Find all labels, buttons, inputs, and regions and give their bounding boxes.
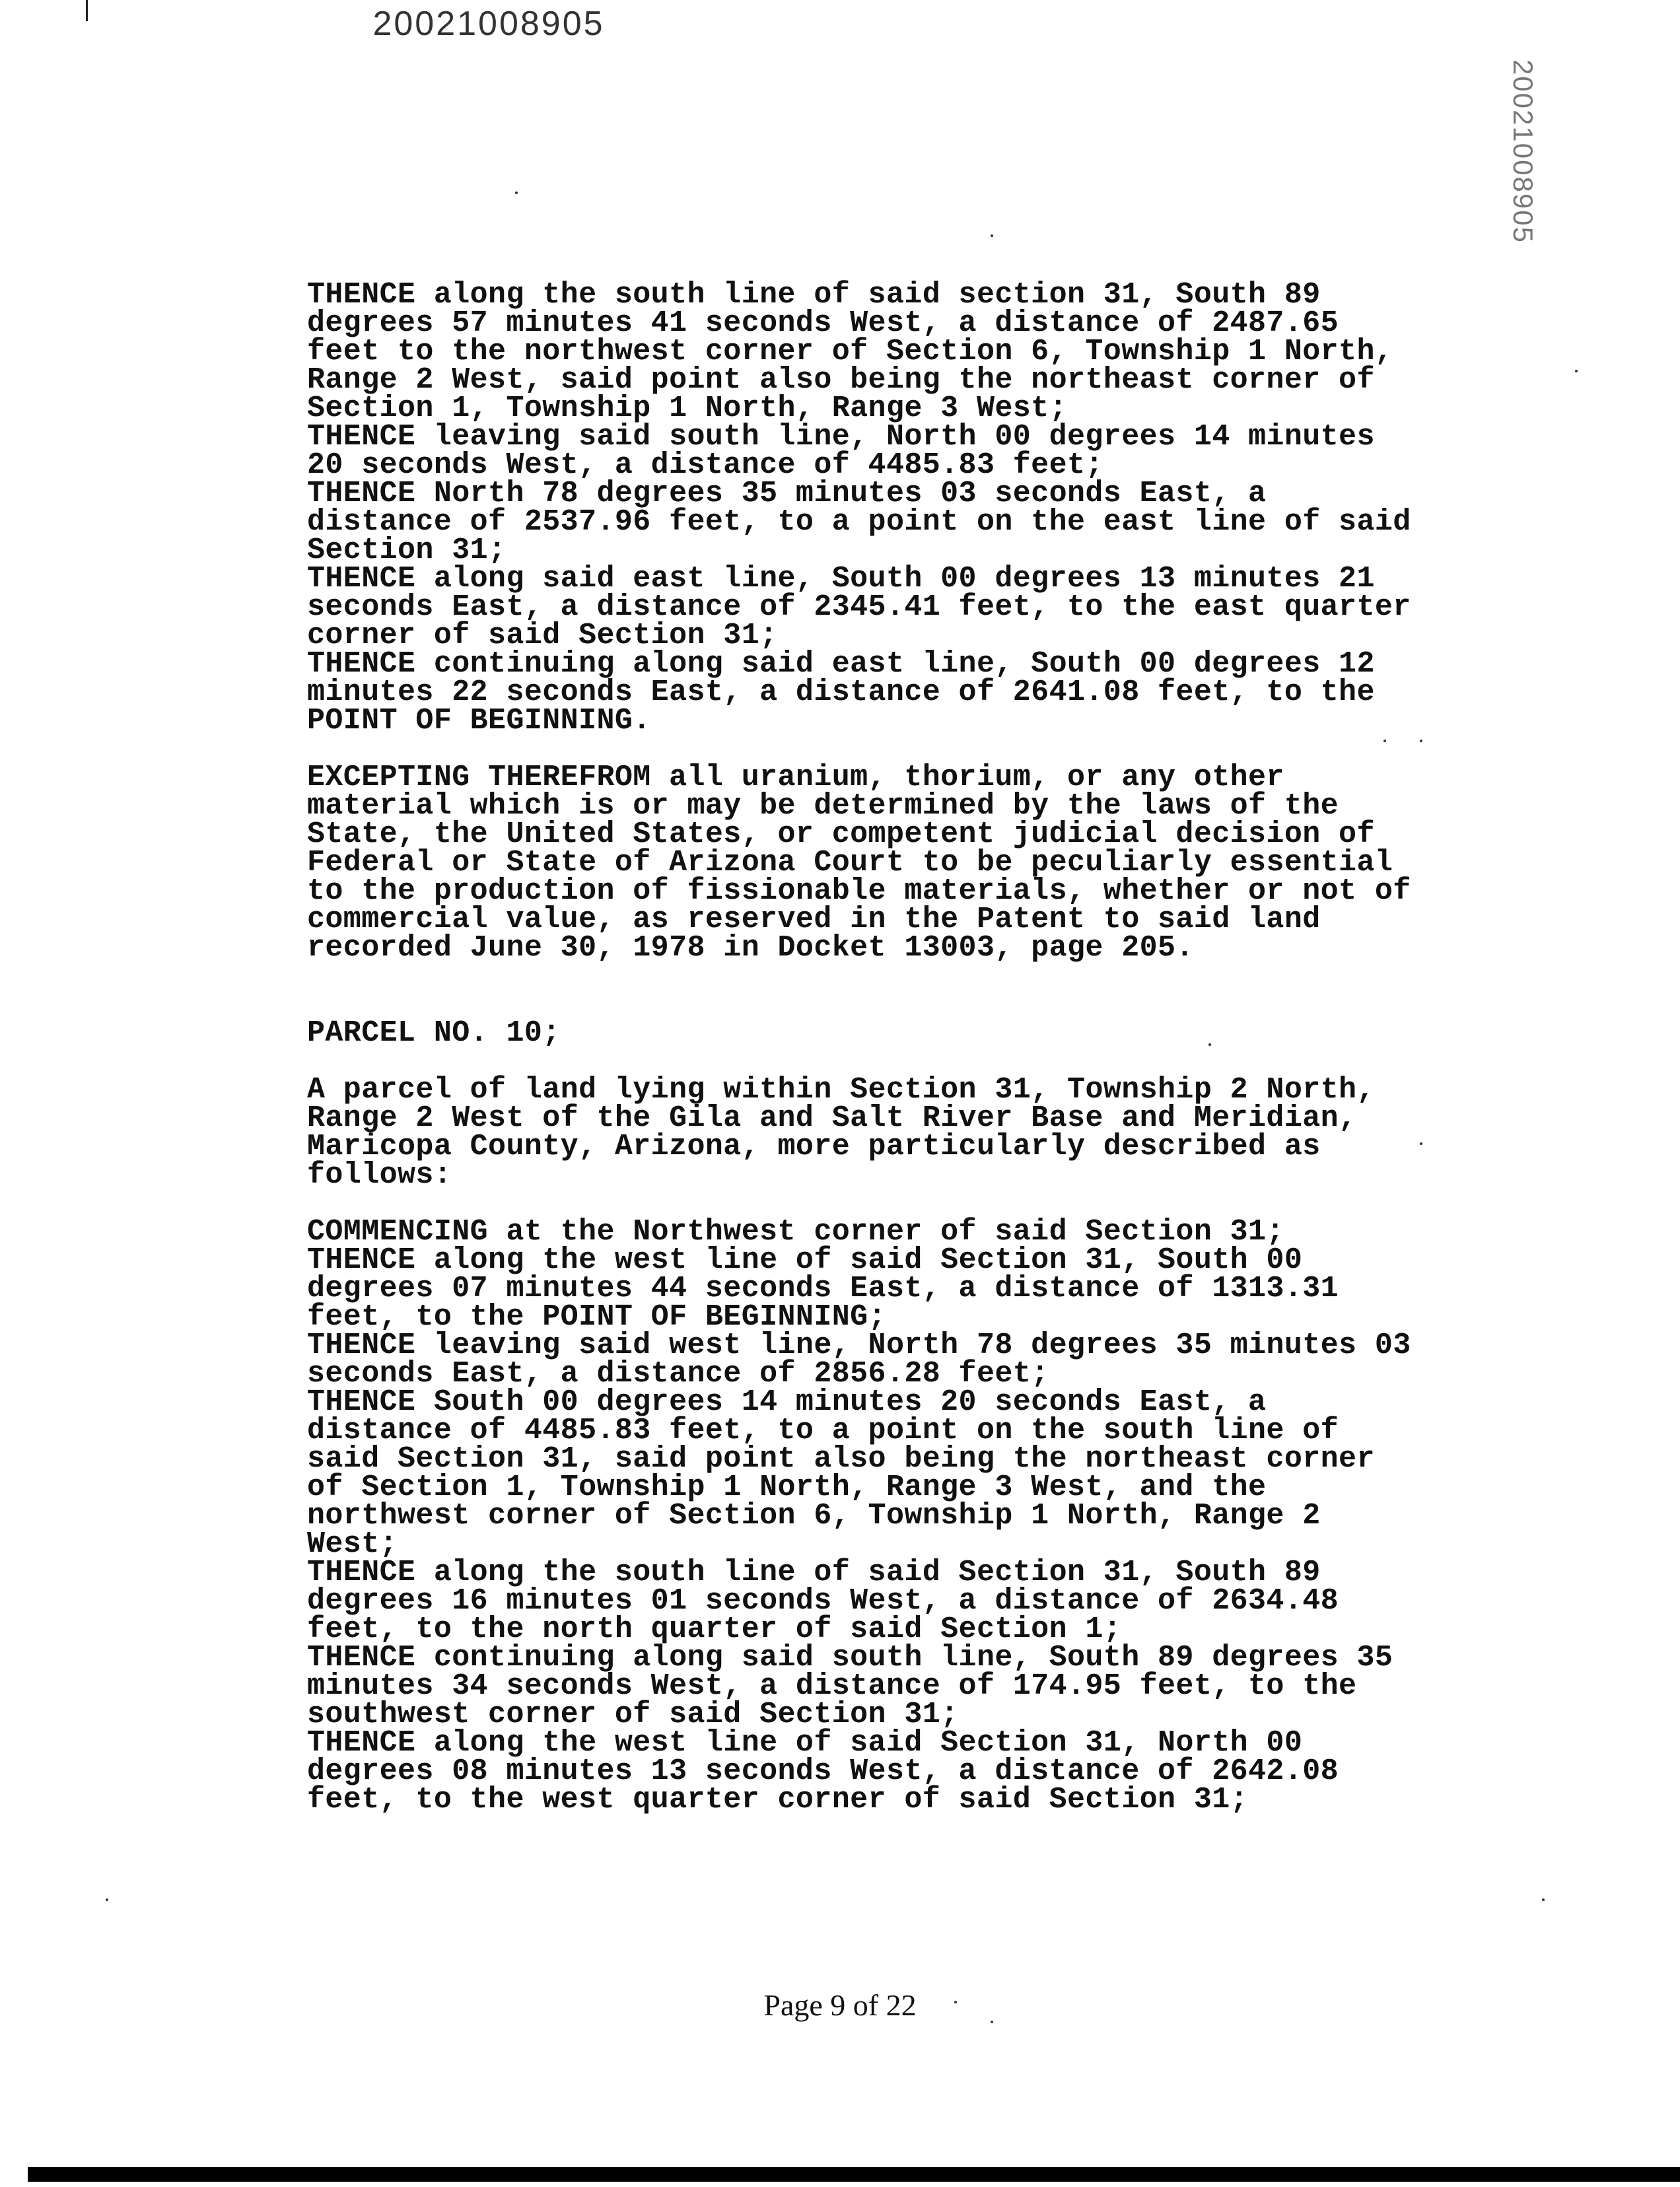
side-stamp: 20021008905 [1508, 59, 1539, 244]
scan-speck [1383, 740, 1386, 742]
legal-description [307, 278, 1469, 1817]
bottom-rule [28, 2167, 1680, 2182]
scan-speck [1420, 740, 1422, 742]
paragraph-parcel-intro: A parcel of land lying within Section 31, Township 2 North, Range 2 West of the Gila and Salt River Base and Meridian, Maricopa County, Arizona, more particularly described as follows: [307, 1073, 1375, 1192]
document-number: 20021008905 [372, 5, 605, 43]
paragraph-boundary-calls: THENCE along the south line of said section 31, South 89 degrees 57 minutes 41 seconds West, a distance of 2487.65 feet to the northwest corner of Section 6, Township 1 North, Range 2 West, said point also being the northeast corner of Section 1, Township 1 North, Range 3 West; THENCE leaving said south line, North 00 degrees 14 minutes 20 seconds West, a distance of 4485.83 feet; THENCE North 78 degrees 35 minutes 03 seconds East, a distance of 2537.96 feet, to a point on the east line of said Section 31; THENCE along said east line, South 00 degrees 13 minutes 21 seconds East, a distance of 2345.41 feet, to the east quarter corner of said Section 31; THENCE continuing along said east line, South 00 degrees 12 minutes 22 seconds East, a distance of 2641.08 feet, to the POINT OF BEGINNING. [307, 278, 1411, 738]
scan-speck [1420, 1142, 1422, 1145]
scan-speck [106, 1898, 108, 1901]
paragraph-parcel-calls: COMMENCING at the Northwest corner of said Section 31; THENCE along the west line of said Section 31, South 00 degrees 07 minutes 44 seconds East, a distance of 1313.31 feet, to the POINT OF BEGINNING; THENCE leaving said west line, North 78 degrees 35 minutes 03 seconds East, a distance of 2856.28 feet; THENCE South 00 degrees 14 minutes 20 seconds East, a distance of 4485.83 feet, to a point on the south line of said Section 31, said point also being the northeast corner of Section 1, Township 1 North, Range 3 West, and the northwest corner of Section 6, Township 1 North, Range 2 West; THENCE along the south line of said Section 31, South 89 degrees 16 minutes 01 seconds West, a distance of 2634.48 feet, to the north quarter of said Section 1; THENCE continuing along said south line, South 89 degrees 35 minutes 34 seconds West, a distance of 174.95 feet, to the southwest corner of said Section 31; THENCE along the west line of said Section 31, North 00 degrees 08 minutes 13 seconds West, a distance of 2642.08 feet, to the west quarter corner of said Section 31; [307, 1215, 1411, 1817]
paragraph-excepting: EXCEPTING THEREFROM all uranium, thorium, or any other material which is or may be determined by the laws of the State, the United States, or competent judicial decision of Federal or State of Arizona Court to be peculiarly essential to the production of fissionable materials, whether or not of commercial value, as reserved in the Patent to said land recorded June 30, 1978 in Docket 13003, page 205. [307, 761, 1411, 965]
scan-speck [515, 191, 518, 194]
scan-speck [954, 2001, 957, 2003]
scan-speck [991, 2021, 993, 2023]
parcel-heading: PARCEL NO. 10; [307, 1016, 561, 1050]
scan-speck [991, 234, 993, 237]
page-number: Page 9 of 22 [763, 1988, 917, 2022]
scan-speck [1208, 1043, 1211, 1046]
scan-speck [1542, 1898, 1545, 1901]
scan-speck [1575, 370, 1578, 372]
